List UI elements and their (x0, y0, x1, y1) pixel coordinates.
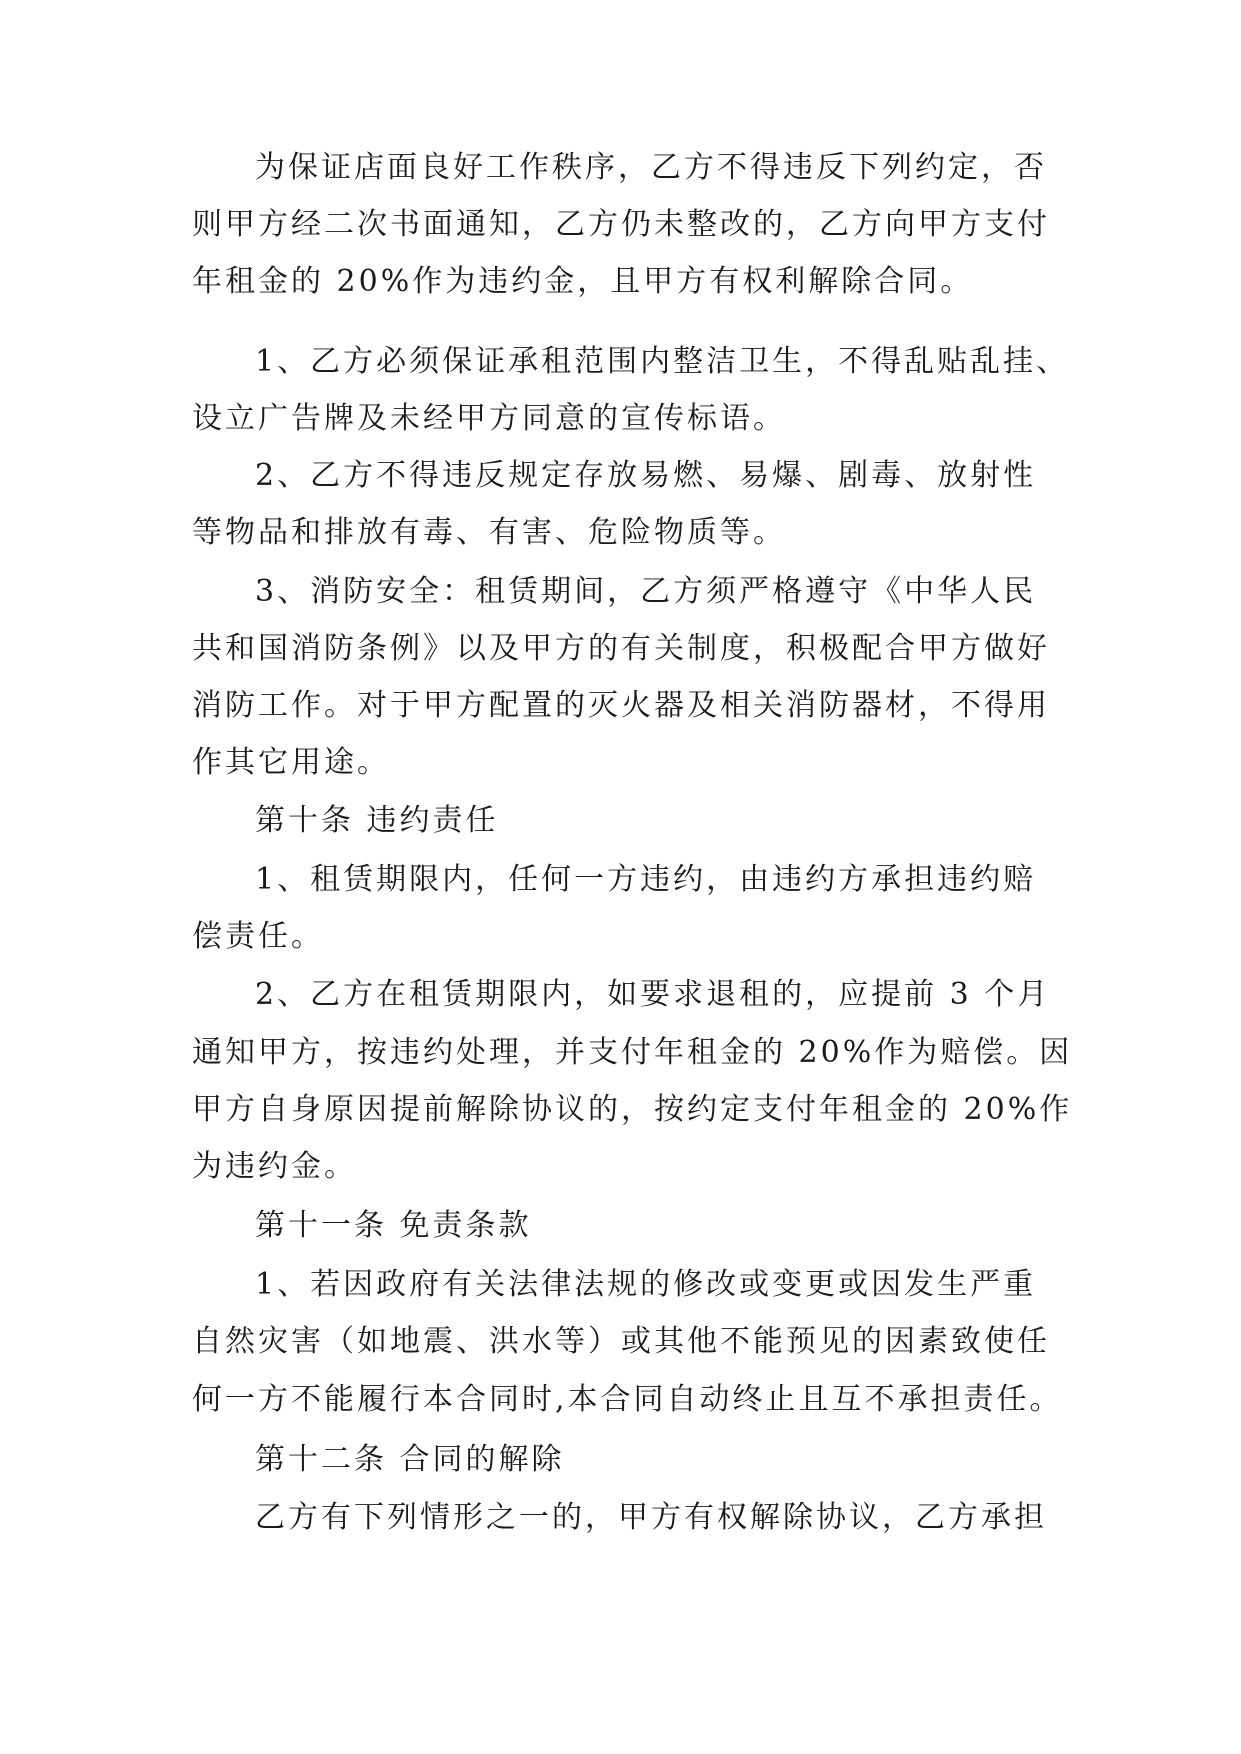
text-line: 2、乙方在租赁期限内，如要求退租的，应提前 3 个月 (255, 977, 1051, 1012)
text-line: 2、乙方不得违反规定存放易燃、易爆、剧毒、放射性 (255, 458, 1037, 493)
text-line: 何一方不能履行本合同时,本合同自动终止且互不承担责任。 (192, 1382, 1063, 1417)
text-line: 乙方有下列情形之一的，甲方有权解除协议，乙方承担 (255, 1500, 1047, 1535)
text-line: 自然灾害（如地震、洪水等）或其他不能预见的因素致使任 (192, 1324, 1050, 1359)
text-line: 等物品和排放有毒、有害、危险物质等。 (192, 515, 786, 550)
text-line: 3、消防安全：租赁期间，乙方须严格遵守《中华人民 (255, 574, 1037, 609)
text-line: 消防工作。对于甲方配置的灭火器及相关消防器材，不得用 (192, 688, 1050, 723)
text-line: 设立广告牌及未经甲方同意的宣传标语。 (192, 401, 786, 436)
section-heading: 第十条 违约责任 (255, 803, 499, 838)
text-line: 1、乙方必须保证承租范围内整洁卫生，不得乱贴乱挂、 (255, 344, 1070, 379)
text-line: 则甲方经二次书面通知，乙方仍未整改的，乙方向甲方支付 (192, 207, 1050, 242)
text-line: 共和国消防条例》以及甲方的有关制度，积极配合甲方做好 (192, 631, 1050, 666)
text-line: 1、租赁期限内，任何一方违约，由违约方承担违约赔 (255, 862, 1037, 897)
text-line: 偿责任。 (192, 919, 324, 954)
section-heading: 第十二条 合同的解除 (255, 1442, 565, 1477)
section-heading: 第十一条 免责条款 (255, 1208, 532, 1243)
text-line: 为违约金。 (192, 1149, 357, 1184)
text-line: 甲方自身原因提前解除协议的，按约定支付年租金的 20%作 (192, 1092, 1073, 1127)
text-line: 年租金的 20%作为违约金，且甲方有权利解除合同。 (192, 264, 974, 299)
text-line: 通知甲方，按违约处理，并支付年租金的 20%作为赔偿。因 (192, 1035, 1073, 1070)
text-line: 为保证店面良好工作秩序，乙方不得违反下列约定，否 (255, 150, 1047, 185)
text-line: 1、若因政府有关法律法规的修改或变更或因发生严重 (255, 1267, 1037, 1302)
text-line: 作其它用途。 (192, 745, 390, 780)
